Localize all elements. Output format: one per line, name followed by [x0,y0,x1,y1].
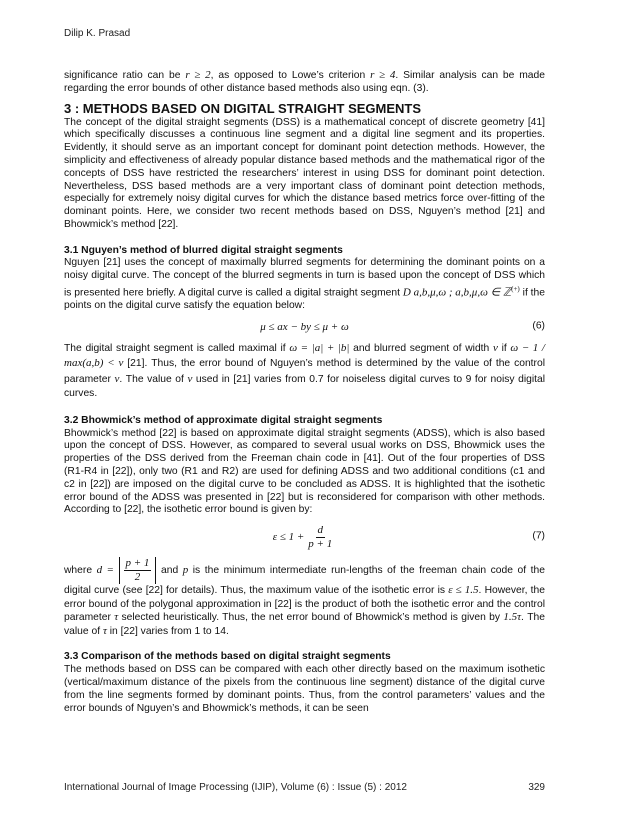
intro-text: . Similar analysis can be made regarding the error bounds of other distance based methods also using eqn. (3). [64,70,545,94]
fraction-denominator: 2 [134,571,141,584]
subsection-3-2-paragraph-1: Bhowmick’s method [22] is based on approximate digital straight segments (ADSS), which is also based upon the concept of DSS. However, as compared to several usual works on DSS, Bhowmick uses the properties of the DSS derived from the Freeman chain code in [41]. Out of the four properties of DSS (R1-R4 in [22]), only two (R1 and R2) are used for defining ADSS and two additional conditions (c1 and c2 in [22]) are imposed on the digital curve to be concluded as ADSS. It is highlighted that the isothetic error bound of the ADSS was presented in [22] but is reconsidered for comparison with other methods. According to [22], the isothetic error bound is given by: [64,427,545,516]
footer-page-number: 329 [528,782,545,793]
fraction-numerator: p + 1 [125,557,150,570]
paragraph-text: . The value of [64,612,545,637]
intro-paragraph [64,69,545,96]
subsection-3-1-paragraph-1 [64,257,545,313]
math-r-ge-4: r ≥ 4 [370,69,396,81]
paragraph-text: is the minimum intermediate run-lengths of the freeman chain code of the digital curve (see [22] for details). Thus, the maximum value of the isothetic error is [64,565,545,597]
equation-7-fraction [306,524,334,551]
fraction-denominator: p + 1 [308,537,333,550]
paragraph-text: The digital straight segment is called maximal if [64,342,286,354]
math-blurred-condition: ω − 1 / max(a,b) < ν [64,341,545,370]
paragraph-text: if the points on the digital curve satisfy the equation below: [64,287,545,312]
equation-6-body: μ ≤ ax − by ≤ μ + ω [260,320,349,333]
math-d-lhs: d = [96,564,114,577]
math-p: p [182,564,189,577]
math-nu: ν [187,372,193,385]
paragraph-text: and blurred segment of width [353,342,490,354]
math-dss-definition: D a,b,μ,ω ; a,b,μ,ω ∈ ℤ [402,286,512,299]
math-nu: ν [492,341,498,354]
math-tau: τ [102,624,107,637]
subsection-3-3-paragraph-1: The methods based on DSS can be compared with each other directly based on the maximum isothetic (vertical/maximum distance of the pixels from the continuous line segment) distance of the digital curve from the line segments formed by dominant points. Thus, from the control parameters’ values and the error bounds of Nguyen’s and Bhowmick’s methods, it can be seen [64,664,545,714]
paragraph-text: if [501,342,507,354]
section-3-paragraph: The concept of the digital straight segments (DSS) is a mathematical concept of discrete geometry [41] which specifically discusses a continuous line segment and a digital line segment and its properties. Evidently, it should serve as an important concept for dominant point detection methods. However, the simplicity and effectiveness of already popular distance based methods and the mathematical rigor of the concepts of DSS have restricted the researchers’ interest in using DSS for dominant point detection. Nevertheless, DSS based methods are a very important class of dominant point detection methods, especially for extremely noisy digital curves for which the distance based metrics force over-fitting of the dominant points. Here, we consider two recent methods based on DSS, Nguyen’s method [21] and Bhowmick’s method [22]. [64,116,545,230]
subsection-3-1-heading: 3.1 Nguyen’s method of blurred digital straight segments [64,244,343,256]
subsection-3-3-heading: 3.3 Comparison of the methods based on digital straight segments [64,651,391,663]
equation-6 [64,313,545,341]
equation-7-lhs: ε ≤ 1 + [272,530,305,543]
math-omega-maximal: ω = |a| + |b| [289,341,350,354]
paragraph-text: . The value of [119,373,184,385]
page-footer [64,782,545,793]
paragraph-text: in [22] varies from 1 to 14. [109,625,229,637]
subsection-3-2-heading: 3.2 Bhowmick’s method of approximate digital straight segments [64,414,383,426]
math-epsilon-bound: ε ≤ 1.5 [448,584,479,597]
equation-7 [64,517,545,557]
page-body [64,69,545,715]
paragraph-text: where [64,565,93,577]
section-3-heading: 3 : METHODS BASED ON DIGITAL STRAIGHT SEGMENTS [64,100,422,116]
paragraph-text: used in [21] varies from 0.7 for noiseless digital curves to 9 for noisy digital curves. [64,373,545,400]
fraction-numerator: d [317,523,324,536]
subsection-3-1-paragraph-2 [64,341,545,402]
paragraph-text: . However, the error bound of the polygonal approximation in [22] is the product of both the isothetic error and the control parameter [64,585,545,624]
running-header-author: Dilip K. Prasad [64,28,131,39]
paragraph-text: selected heuristically. Thus, the net error bound of Bhowmick’s method is given by [121,612,501,624]
math-nu: ν [114,372,120,385]
math-superscript: (+) [511,284,520,293]
equation-6-number: (6) [532,320,545,332]
paragraph-text: [21]. Thus, the error bound of Nguyen’s method is determined by the value of the control parameter [64,358,545,385]
math-tau: τ [114,611,119,624]
equation-7-number: (7) [532,530,545,542]
math-r-ge-2: r ≥ 2 [185,69,211,81]
math-1-5-tau: 1.5τ [503,611,522,624]
footer-journal: International Journal of Image Processing (IJIP), Volume (6) : Issue (5) : 2012 [64,782,407,793]
intro-text: , as opposed to Lowe’s criterion [210,70,366,81]
subsection-3-2-paragraph-2 [64,557,545,638]
math-d-fraction [124,557,152,584]
paragraph-text: Nguyen [21] uses the concept of maximally blurred segments for determining the dominant points on a noisy digital curve. The concept of the blurred segments in turn is based upon the concept of DSS which is presented here briefly. A digital curve is called a digital straight segment [64,257,545,299]
intro-text: significance ratio can be [64,70,181,81]
paragraph-text: and [160,565,179,577]
math-d-floor [119,557,157,584]
